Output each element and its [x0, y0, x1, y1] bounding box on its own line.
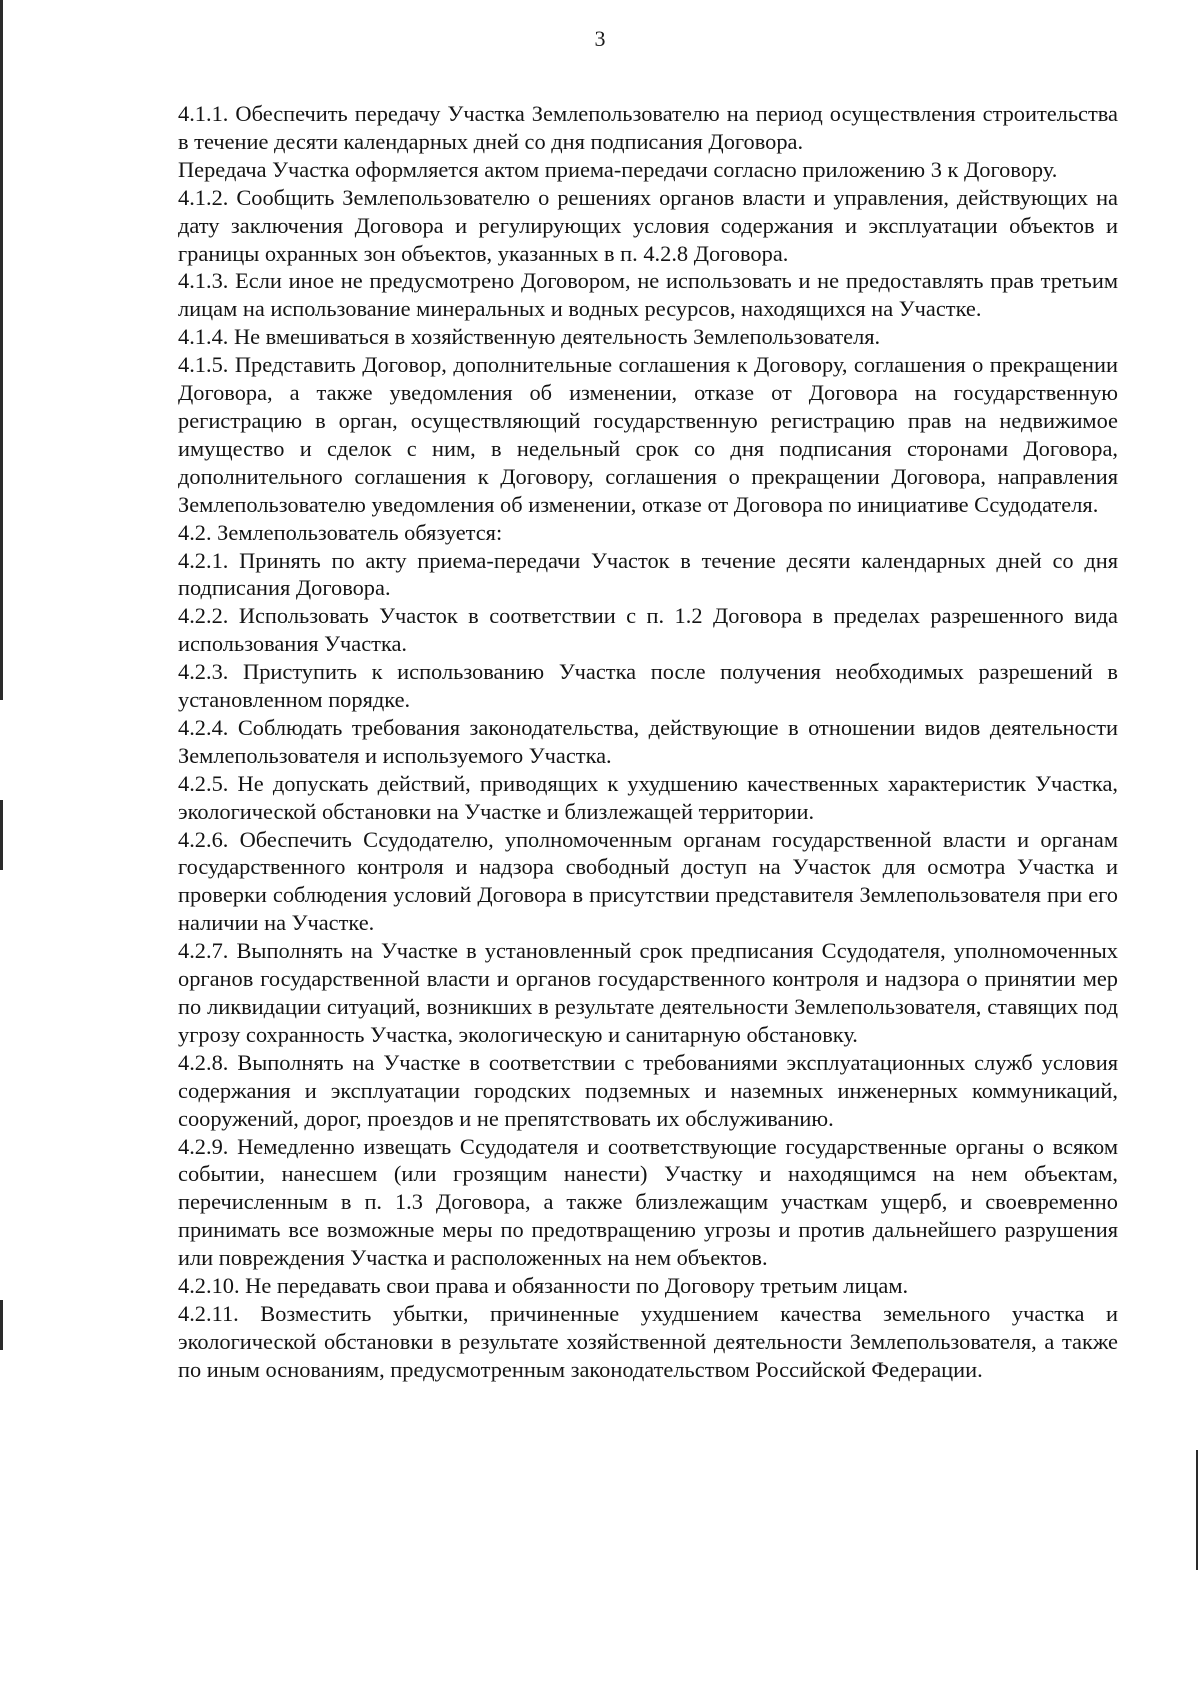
paragraph-4-1-2: 4.1.2. Сообщить Землепользователю о решениях органов власти и управления, действующих на дату заключения Договора и регулирующих условия содержания и эксплуатации объектов и границы охранных зон объектов, указанных в п. 4.2.8 Договора. [178, 184, 1118, 266]
paragraph-4-1-4: 4.1.4. Не вмешиваться в хозяйственную деятельность Землепользователя. [178, 324, 881, 350]
paragraph-4-2-4: 4.2.4. Соблюдать требования законодательства, действующие в отношении видов деятельности Землепользователя и используемого Участка. [178, 714, 1118, 768]
scan-edge-left-fragment [0, 1300, 3, 1350]
paragraph-4-2-2: 4.2.2. Использовать Участок в соответствии с п. 1.2 Договора в пределах разрешенного вида использования Участка. [178, 603, 1118, 657]
paragraph-4-2-10: 4.2.10. Не передавать свои права и обязанности по Договору третьим лицам. [178, 1273, 909, 1299]
paragraph-transfer-act: Передача Участка оформляется актом приема-передачи согласно приложению 3 к Договору. [178, 156, 1058, 182]
scan-edge-left [0, 0, 3, 700]
scan-edge-left-fragment [0, 800, 3, 870]
paragraph-4-2-1: 4.2.1. Принять по акту приема-передачи Участок в течение десяти календарных дней со дня подписания Договора. [178, 547, 1118, 601]
paragraph-4-1-5: 4.1.5. Представить Договор, дополнительные соглашения к Договору, соглашения о прекращении Договора, а также уведомления об изменении, отказе от Договора на государственную регистрацию в орган, осуществляющий государственную регистрацию прав на недвижимое имущество и сделок с ним, в недельный срок со дня подписания сторонами Договора, дополнительного соглашения к Договору, соглашения о прекращении Договора, направления Землепользователю уведомления об изменении, отказе от Договора по инициативе Ссудодателя. [178, 352, 1118, 517]
paragraph-4-2-8: 4.2.8. Выполнять на Участке в соответствии с требованиями эксплуатационных служб условия содержания и эксплуатации городских подземных и наземных инженерных коммуникаций, сооружений, дорог, проездов и не препятствовать их обслуживанию. [178, 1049, 1118, 1131]
paragraph-4-2-5: 4.2.5. Не допускать действий, приводящих к ухудшению качественных характеристик Участка, экологической обстановки на Участке и близлежащей территории. [178, 770, 1118, 824]
paragraph-4-2-11: 4.2.11. Возместить убытки, причиненные ухудшением качества земельного участка и экологической обстановки в результате хозяйственной деятельности Землепользователя, а также по иным основаниям, предусмотренным законодательством Российской Федерации. [178, 1300, 1118, 1382]
paragraph-4-1-1: 4.1.1. Обеспечить передачу Участка Землепользователю на период осуществления строительства в течение десяти календарных дней со дня подписания Договора. [178, 101, 1118, 154]
paragraph-4-2: 4.2. Землепользователь обязуется: [178, 519, 503, 545]
page-number: 3 [594, 26, 606, 51]
paragraph-4-2-9: 4.2.9. Немедленно извещать Ссудодателя и соответствующие государственные органы о всяком событии, нанесшем (или грозящим нанести) Участку и находящимся на нем объектам, перечисленным в п. 1.3 Договора, а также близлежащим участкам ущерб, и своевременно принимать все возможные меры по предотвращению угрозы и против дальнейшего разрушения или повреждения Участка и расположенных на нем объектов. [178, 1133, 1118, 1271]
paragraph-4-2-3: 4.2.3. Приступить к использованию Участка после получения необходимых разрешений в установленном порядке. [178, 659, 1118, 713]
paragraph-4-2-6: 4.2.6. Обеспечить Ссудодателю, уполномоченным органам государственной власти и органам государственного контроля и надзора свободный доступ на Участок для осмотра Участка и проверки соблюдения условий Договора в присутствии представителя Землепользователя при его наличии на Участке. [178, 826, 1118, 936]
scan-edge-right-fragment [1196, 1450, 1198, 1570]
paragraph-4-2-7: 4.2.7. Выполнять на Участке в установленный срок предписания Ссудодателя, уполномоченных органов государственной власти и органов государственного контроля и надзора о принятии мер по ликвидации ситуаций, возникших в результате деятельности Землепользователя, ставящих под угрозу сохранность Участка, экологическую и санитарную обстановку. [178, 938, 1118, 1047]
paragraph-4-1-3: 4.1.3. Если иное не предусмотрено Договором, не использовать и не предоставлять прав третьим лицам на использование минеральных и водных ресурсов, находящихся на Участке. [178, 268, 1118, 322]
document-body [178, 100, 1118, 1384]
